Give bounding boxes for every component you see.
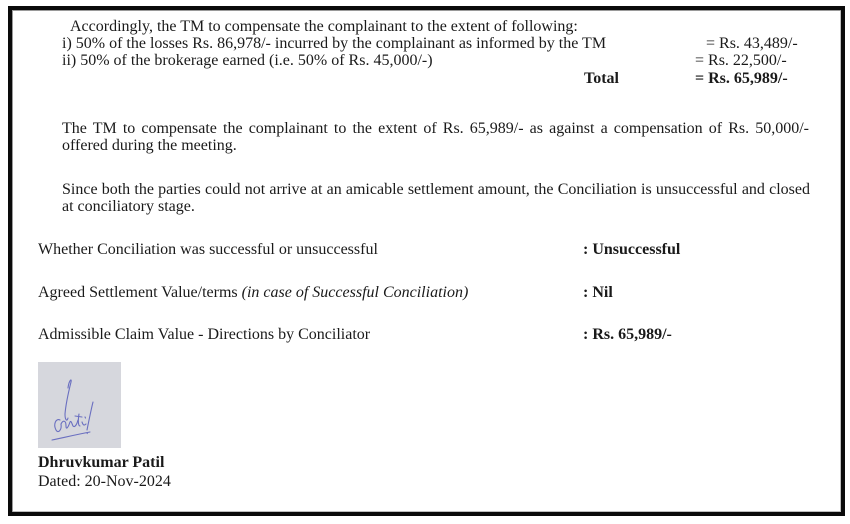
field-conciliation-status-value: : Unsuccessful bbox=[583, 241, 681, 258]
field-agreed-settlement-value: : Nil bbox=[583, 284, 613, 301]
field-label-text: Whether Conciliation was successful or unsuccessful bbox=[38, 241, 378, 258]
compensation-intro: Accordingly, the TM to compensate the complainant to the extent of following: bbox=[70, 18, 578, 35]
signature-scribble-icon bbox=[38, 362, 121, 448]
paragraph-settlement-status: Since both the parties could not arrive at an amicable settlement amount, the Conciliation is unsuccessful and closed at conciliatory stage. bbox=[62, 181, 810, 215]
signatory-date: Dated: 20-Nov-2024 bbox=[38, 473, 171, 490]
compensation-total-label: Total bbox=[584, 70, 619, 87]
paragraph-compensation-offer: The TM to compensate the complainant to the extent of Rs. 65,989/- as against a compensation of Rs. 50,000/- offered during the meeting. bbox=[62, 120, 809, 154]
signatory-name: Dhruvkumar Patil bbox=[38, 454, 165, 471]
compensation-item-2-value: = Rs. 22,500/- bbox=[695, 52, 787, 69]
field-agreed-settlement-label bbox=[38, 285, 468, 301]
compensation-item-1-label: i) 50% of the losses Rs. 86,978/- incurred by the complainant as informed by the TM bbox=[62, 35, 607, 52]
field-conciliation-status-label bbox=[38, 242, 378, 258]
compensation-item-2-label: ii) 50% of the brokerage earned (i.e. 50% of Rs. 45,000/-) bbox=[62, 52, 433, 69]
compensation-total-value: = Rs. 65,989/- bbox=[695, 70, 788, 87]
field-admissible-claim-label bbox=[38, 327, 370, 343]
signature-image bbox=[38, 362, 121, 448]
field-admissible-claim-value: : Rs. 65,989/- bbox=[583, 326, 672, 343]
field-label-note: (in case of Successful Conciliation) bbox=[241, 284, 469, 301]
compensation-item-1-value: = Rs. 43,489/- bbox=[706, 35, 798, 52]
field-label-text: Agreed Settlement Value/terms bbox=[38, 284, 242, 301]
field-label-text: Admissible Claim Value - Directions by Conciliator bbox=[38, 326, 371, 343]
